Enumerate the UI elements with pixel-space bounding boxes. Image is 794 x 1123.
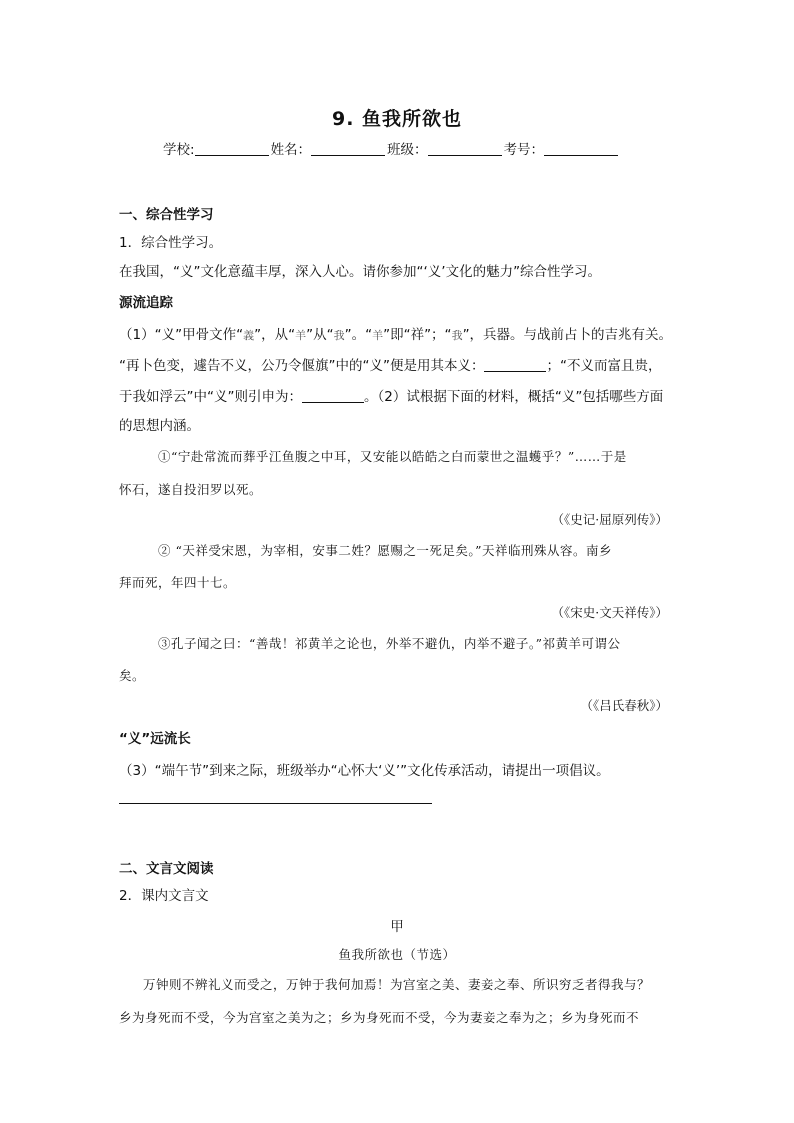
material3-source: （《吕氏春秋》） (580, 698, 668, 713)
text-span: 。（2）试根据下面的材料，概括“义”包括哪些方面 (363, 389, 664, 405)
material2-source: （《宋史·文天祥传》） (551, 605, 668, 620)
material3-line1: ③孔子闻之曰：“善哉！祁黄羊之论也，外举不避仇，内举不避子。”祁黄羊可谓公 (158, 636, 621, 651)
section1-heading: 一、综合性学习 (119, 207, 214, 223)
text-span: ”即“祥”；“ (383, 327, 452, 343)
oracle-glyph: 我 (451, 329, 463, 342)
text-span: “再卜色变，遽告不义，公乃令偃旗”中的“义”便是用其本义： (119, 358, 485, 374)
subheading-legacy: “义”远流长 (119, 731, 191, 747)
paragraph1-line4: 的思想内涵。 (119, 418, 200, 434)
name-label: 姓名： (270, 142, 312, 158)
material1-line1: ①“宁赴常流而葬乎江鱼腹之中耳，又安能以皓皓之白而蒙世之温蠖乎？”……于是 (158, 449, 627, 464)
text-subtitle: 鱼我所欲也（节选） (338, 947, 456, 962)
text-span: ”，从“ (254, 327, 296, 343)
page-title: 9. 鱼我所欲也 (331, 108, 463, 130)
oracle-glyph: 羊 (372, 329, 384, 342)
text-jia-label: 甲 (390, 919, 404, 935)
class-label: 班级： (387, 142, 428, 158)
oracle-glyph: 羊 (295, 329, 307, 342)
section2-heading: 二、文言文阅读 (119, 861, 214, 877)
answer-blank-2[interactable] (302, 388, 364, 403)
text-span: （1）“义”甲骨文作“ (119, 327, 244, 343)
material1-source: （《史记·屈原列传》） (551, 512, 668, 527)
school-blank[interactable] (195, 141, 269, 156)
text-span: ；“不义而富且贵， (546, 358, 662, 374)
subheading-origin: 源流追踪 (119, 295, 173, 311)
school-label: 学校: (163, 142, 195, 158)
material1-line2: 怀石，遂自投汨罗以死。 (119, 482, 263, 497)
student-info-row (163, 138, 620, 158)
material2-line2: 拜而死，年四十七。 (119, 575, 237, 590)
question2-label: 2．课内文言文 (119, 888, 209, 904)
text-span: ”，兵器。与战前占卜的吉兆有关。 (462, 327, 673, 343)
oracle-glyph: 義 (243, 329, 255, 342)
text-span: ”从“ (306, 327, 334, 343)
material2-line1: ② “天祥受宋恩，为宰相，安事二姓？愿赐之一死足矣。”天祥临刑殊从容。南乡 (158, 543, 613, 558)
answer-blank-1[interactable] (484, 357, 546, 372)
text-span: 于我如浮云”中“义”则引申为： (119, 389, 302, 405)
oracle-glyph: 我 (333, 329, 345, 342)
paragraph1-line2 (119, 354, 661, 374)
number-blank[interactable] (544, 141, 618, 156)
paragraph1-line1 (119, 323, 672, 343)
text-span: ”。“ (344, 327, 373, 343)
question1-label: 1．综合性学习。 (119, 235, 223, 251)
name-blank[interactable] (311, 141, 385, 156)
paragraph3: （3）“端午节”到来之际，班级举办“心怀大‘义’”文化传承活动，请提出一项倡议。 (119, 763, 610, 779)
material3-line2: 矣。 (119, 668, 146, 683)
classical-text-line2: 乡为身死而不受，今为宫室之美为之；乡为身死而不受，今为妻妾之奉为之；乡为身死而不 (119, 1010, 640, 1025)
class-blank[interactable] (428, 141, 502, 156)
answer-line[interactable] (119, 803, 432, 804)
classical-text-line1: 万钟则不辨礼义而受之，万钟于我何加焉！为宫室之美、妻妾之奉、所识穷乏者得我与？ (143, 977, 651, 992)
paragraph1-line3 (119, 385, 663, 405)
number-label: 考号： (503, 142, 545, 158)
intro-text: 在我国，“义”文化意蕴丰厚，深入人心。请你参加“‘义’文化的魅力”综合性学习。 (119, 264, 602, 280)
